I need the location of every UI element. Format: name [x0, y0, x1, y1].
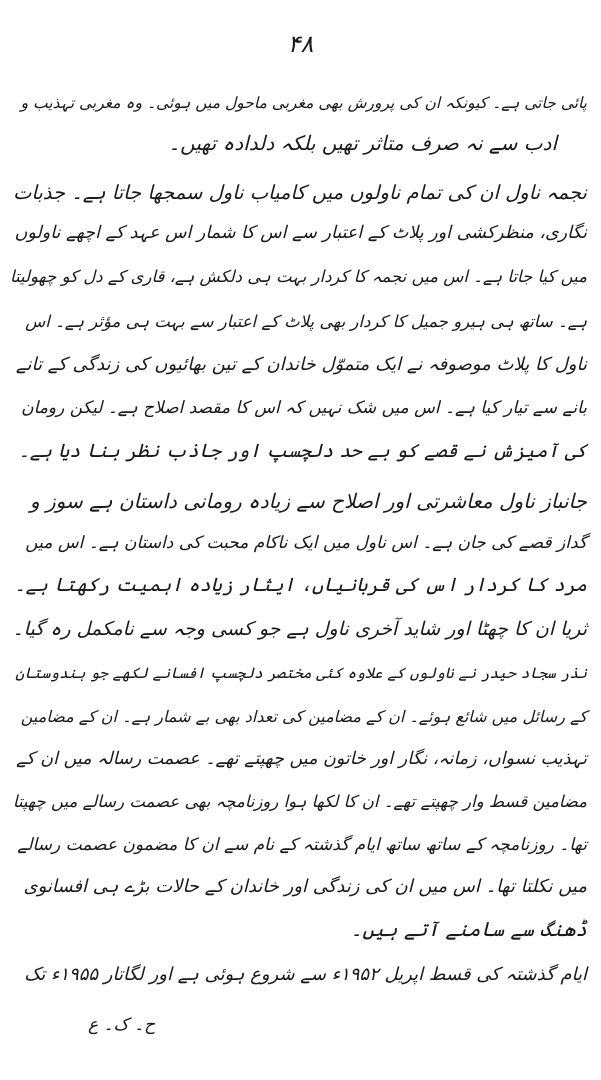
- text-line: ہے۔ ساتھ ہی ہیرو جمیل کا کردار بھی پلاٹ کے اعتبار سے بہت ہی مؤثر ہے۔ اس: [25, 312, 587, 331]
- text-line: ایام گذشتہ کی قسط اپریل ۱۹۵۲ء سے شروع ہوئی ہے اور لگاتار ۱۹۵۵ء تک: [24, 964, 587, 985]
- text-line: میں نکلتا تھا۔ اس میں ان کی زندگی اور خاندان کے حالات بڑے ہی افسانوی: [23, 876, 587, 897]
- text-line: پائی جاتی ہے۔ کیونکہ ان کی پرورش بھی مغربی ماحول میں ہوئی۔ وہ مغربی تہذیب و: [20, 94, 587, 112]
- text-line: نگاری، منظرکشی اور پلاٹ کے اعتبار سے اس کا شمار اس عہد کے اچھے ناولوں: [14, 223, 587, 243]
- text-line: نذر سجاد حیدر نے ناولوں کے علاوہ کئی مختصر دلچسپ افسانے لکھے جو ہندوستان: [15, 664, 587, 682]
- text-line: تھا۔ روزنامچہ کے ساتھ ساتھ ایام گذشتہ کے نام سے ان کا مضمون عصمت رسالے: [17, 835, 587, 855]
- text-line: کی آمیزش نے قصے کو بے حد دلچسپ اور جاذب نظر بنا دیا ہے۔: [18, 440, 587, 462]
- page-number: ۴۸: [287, 30, 314, 58]
- signature-initials: ح۔ ک۔ ع: [88, 1015, 156, 1035]
- text-line: ادب سے نہ صرف متاثر تھیں بلکہ دلدادہ تھیں۔: [168, 131, 557, 155]
- text-line: تہذیب نسواں، زمانہ، نگار اور خاتون میں چھپتے تھے۔ عصمت رسالہ میں ان کے: [16, 749, 587, 769]
- text-line: جانباز ناول معاشرتی اور اصلاح سے زیادہ رومانی داستان ہے سوز و: [30, 489, 587, 513]
- text-line: میں کیا جاتا ہے۔ اس میں نجمہ کا کردار بہت ہی دلکش ہے، قاری کے دل کو چھولیتا: [10, 267, 587, 286]
- text-line: بانے سے تیار کیا ہے۔ اس میں شک نہیں کہ اس کا مقصد اصلاح ہے۔ لیکن رومان: [21, 398, 587, 418]
- text-line: مرد کا کردار اس کی قربانیاں، ایثار زیادہ اہمیت رکھتا ہے۔: [14, 574, 587, 596]
- text-line: نجمہ ناول ان کی تمام ناولوں میں کامیاب ناول سمجھا جاتا ہے۔ جذبات: [13, 181, 587, 204]
- text-line: مضامین قسط وار چھپتے تھے۔ ان کا لکھا ہوا روزنامچہ بھی عصمت رسالے میں چھپتا: [12, 792, 587, 811]
- text-line: ناول کا پلاٹ موصوفہ نے ایک متموّل خاندان کے تین بھائیوں کی زندگی کے تانے: [15, 354, 587, 375]
- text-line: ڈھنگ سے سامنے آتے ہیں۔: [350, 917, 587, 941]
- text-line: ثریا ان کا چھٹا اور شاید آخری ناول ہے جو کسی وجہ سے نامکمل رہ گیا۔: [12, 618, 587, 640]
- text-line: گداز قصے کی جان ہے۔ اس ناول میں ایک ناکام محبت کی داستان ہے۔ اس میں: [25, 533, 587, 553]
- text-line: کے رسائل میں شائع ہوئے۔ ان کے مضامین کی تعداد بھی بے شمار ہے۔ ان کے مضامین: [20, 707, 587, 726]
